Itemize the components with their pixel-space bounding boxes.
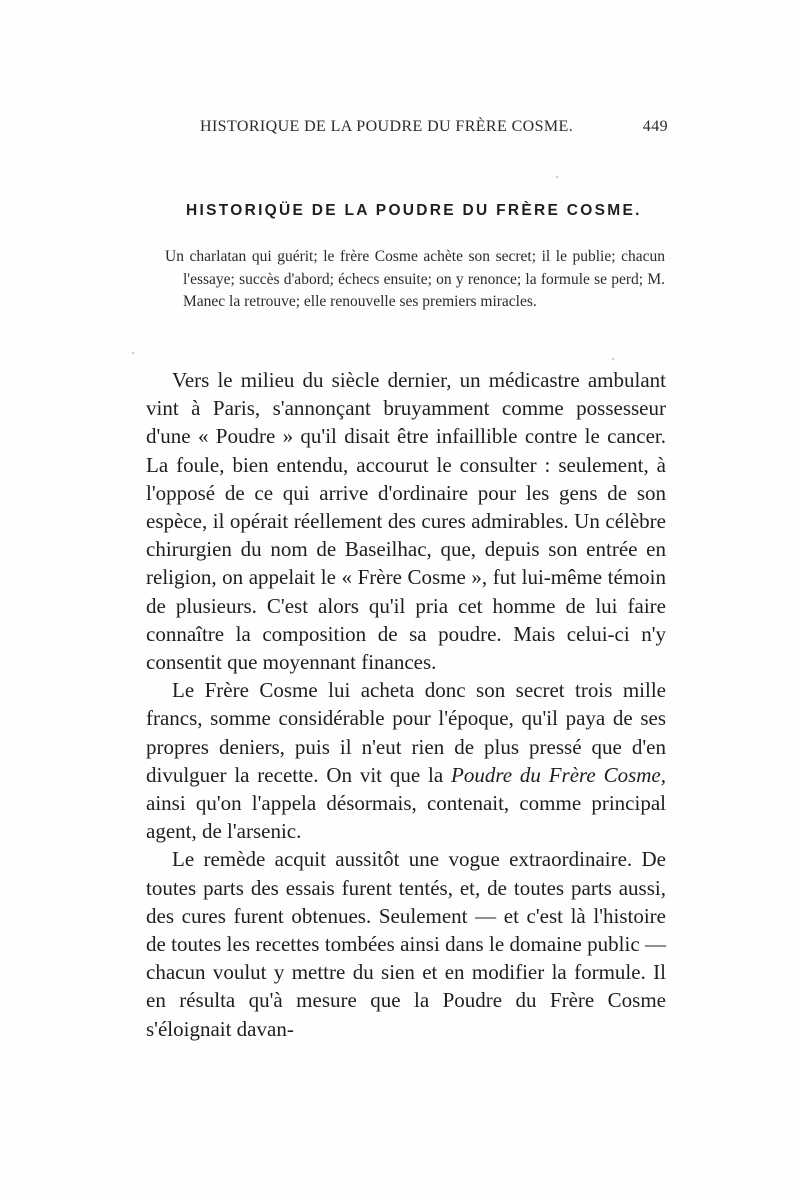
paragraph-3: Le remède acquit aussitôt une vogue extraordinaire. De toutes parts des essais furent tentés, et, de toutes parts aussi, des cures furent obtenues. Seulement — et c'est là l'histoire de toutes les recettes tombées ainsi dans le domaine public — chacun voulut y mettre du sien et en modifier la formule. Il en résulta qu'à mesure que la Poudre du Frère Cosme s'éloignait davan-: [146, 847, 666, 1041]
page-number: 449: [642, 118, 668, 135]
body-text: [146, 366, 666, 1043]
print-speck: [556, 176, 558, 178]
print-speck: [132, 352, 134, 354]
paragraph-2-start: Le Frère Cosme lui acheta donc son secret trois mille francs, somme considérable pour l'époque, qu'il paya de ses propres deniers, puis il n'eut rien de plus pressé que d'en divulguer la recette. On vit que la: [146, 678, 666, 787]
print-speck: [612, 358, 614, 360]
running-head: [200, 118, 668, 136]
running-head-title: HISTORIQUE DE LA POUDRE DU FRÈRE COSME.: [200, 118, 574, 135]
paragraph-2: [146, 676, 666, 845]
chapter-title: HISTORIQÜE DE LA POUDRE DU FRÈRE COSME.: [186, 202, 642, 219]
paragraph-2-end: ainsi qu'on l'appela désormais, contenait, comme principal agent, de l'arsenic.: [146, 791, 666, 844]
chapter-summary: Un charlatan qui guérit; le frère Cosme achète son secret; il le publie; chacun l'essaye; succès d'abord; échecs ensuite; on y renonce; la formule se perd; M. Manec la retrouve; elle renouvelle ses premiers miracles.: [165, 248, 665, 310]
paragraph-1: Vers le milieu du siècle dernier, un médicastre ambulant vint à Paris, s'annonçant bruyamment comme possesseur d'une « Poudre » qu'il disait être infaillible contre le cancer. La foule, bien entendu, accourut le consulter : seulement, à l'opposé de ce qui arrive d'ordinaire pour les gens de son espèce, il opérait réellement des cures admirables. Un célèbre chirurgien du nom de Baseilhac, que, depuis son entrée en religion, on appelait le « Frère Cosme », fut lui-même témoin de plusieurs. C'est alors qu'il pria cet homme de lui faire connaître la composition de sa poudre. Mais celui-ci n'y consentit que moyennant finances.: [146, 368, 666, 675]
paragraph-2-italic: Poudre du Frère Cosme,: [451, 762, 666, 787]
